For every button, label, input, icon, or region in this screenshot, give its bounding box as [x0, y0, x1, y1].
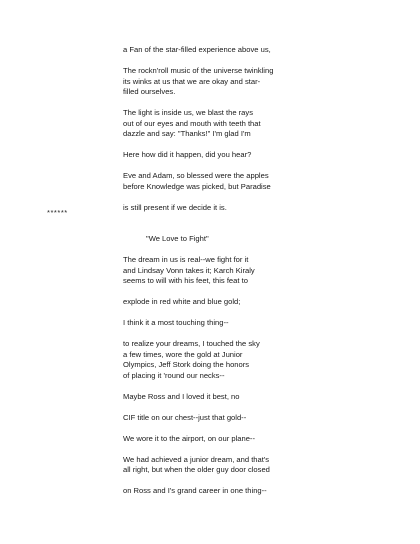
poem-text-block — [123, 45, 403, 497]
stanza-gap — [123, 56, 403, 67]
stanza-gap — [123, 402, 403, 413]
poem-line: a Fan of the star-filled experience above us, — [123, 45, 271, 54]
poem-line: before Knowledge was picked, but Paradise — [123, 181, 271, 191]
stanza-gap — [123, 308, 403, 319]
poem-line: The rockn'roll music of the universe twinkling — [123, 66, 274, 75]
poem-line: is still present if we decide it is. — [123, 202, 227, 212]
stanza-gap — [123, 287, 403, 298]
poem-line: seems to will with his feet, this feat to — [123, 276, 248, 285]
poem-line: Maybe Ross and I loved it best, no — [123, 391, 240, 401]
stanza-gap — [123, 476, 403, 487]
poem-line: We wore it to the airport, on our plane-- — [123, 433, 255, 443]
section-separator: ****** — [47, 208, 68, 217]
stanza-gap — [123, 329, 403, 340]
poem-line: The light is inside us, we blast the rays — [123, 108, 253, 117]
poem-part-1 — [123, 45, 403, 213]
stanza-gap — [123, 98, 403, 109]
stanza-gap — [123, 423, 403, 434]
stanza-gap — [123, 192, 403, 203]
stanza-gap — [123, 381, 403, 392]
poem-line: filled ourselves. — [123, 87, 176, 96]
stanza-gap — [123, 161, 403, 172]
poem-line: Eve and Adam, so blessed were the apples — [123, 171, 269, 180]
poem-line: dazzle and say: "Thanks!" I'm glad I'm — [123, 129, 251, 138]
poem-line: its winks at us that we are okay and star- — [123, 76, 261, 86]
stanza-gap — [123, 444, 403, 455]
section-gap — [123, 224, 403, 235]
poem-part-2 — [123, 234, 403, 497]
stanza-gap — [123, 140, 403, 151]
poem-line: out of our eyes and mouth with teeth that — [123, 118, 261, 128]
poem-line: Here how did it happen, did you hear? — [123, 150, 252, 159]
section-gap — [123, 213, 403, 224]
poem-line: Olympics, Jeff Stork doing the honors — [123, 360, 250, 369]
poem-line: The dream in us is real--we fight for it — [123, 255, 249, 264]
poem-title: "We Love to Fight" — [146, 234, 209, 243]
poem-line: on Ross and I's grand career in one thing-- — [123, 486, 267, 495]
poem-line: of placing it 'round our necks-- — [123, 370, 225, 380]
poem-line: to realize your dreams, I touched the sky — [123, 339, 260, 348]
poem-line: explode in red white and blue gold; — [123, 297, 241, 306]
poem-line: CIF title on our chest--just that gold-- — [123, 412, 247, 422]
stanza-gap — [123, 245, 403, 256]
poem-line: a few times, wore the gold at Junior — [123, 349, 243, 359]
poem-line: We had achieved a junior dream, and that's — [123, 454, 270, 464]
poem-line: all right, but when the older guy door closed — [123, 465, 270, 474]
poem-line: I think it a most touching thing-- — [123, 318, 229, 327]
poem-line: and Lindsay Vonn takes it; Karch Kiraly — [123, 265, 255, 275]
